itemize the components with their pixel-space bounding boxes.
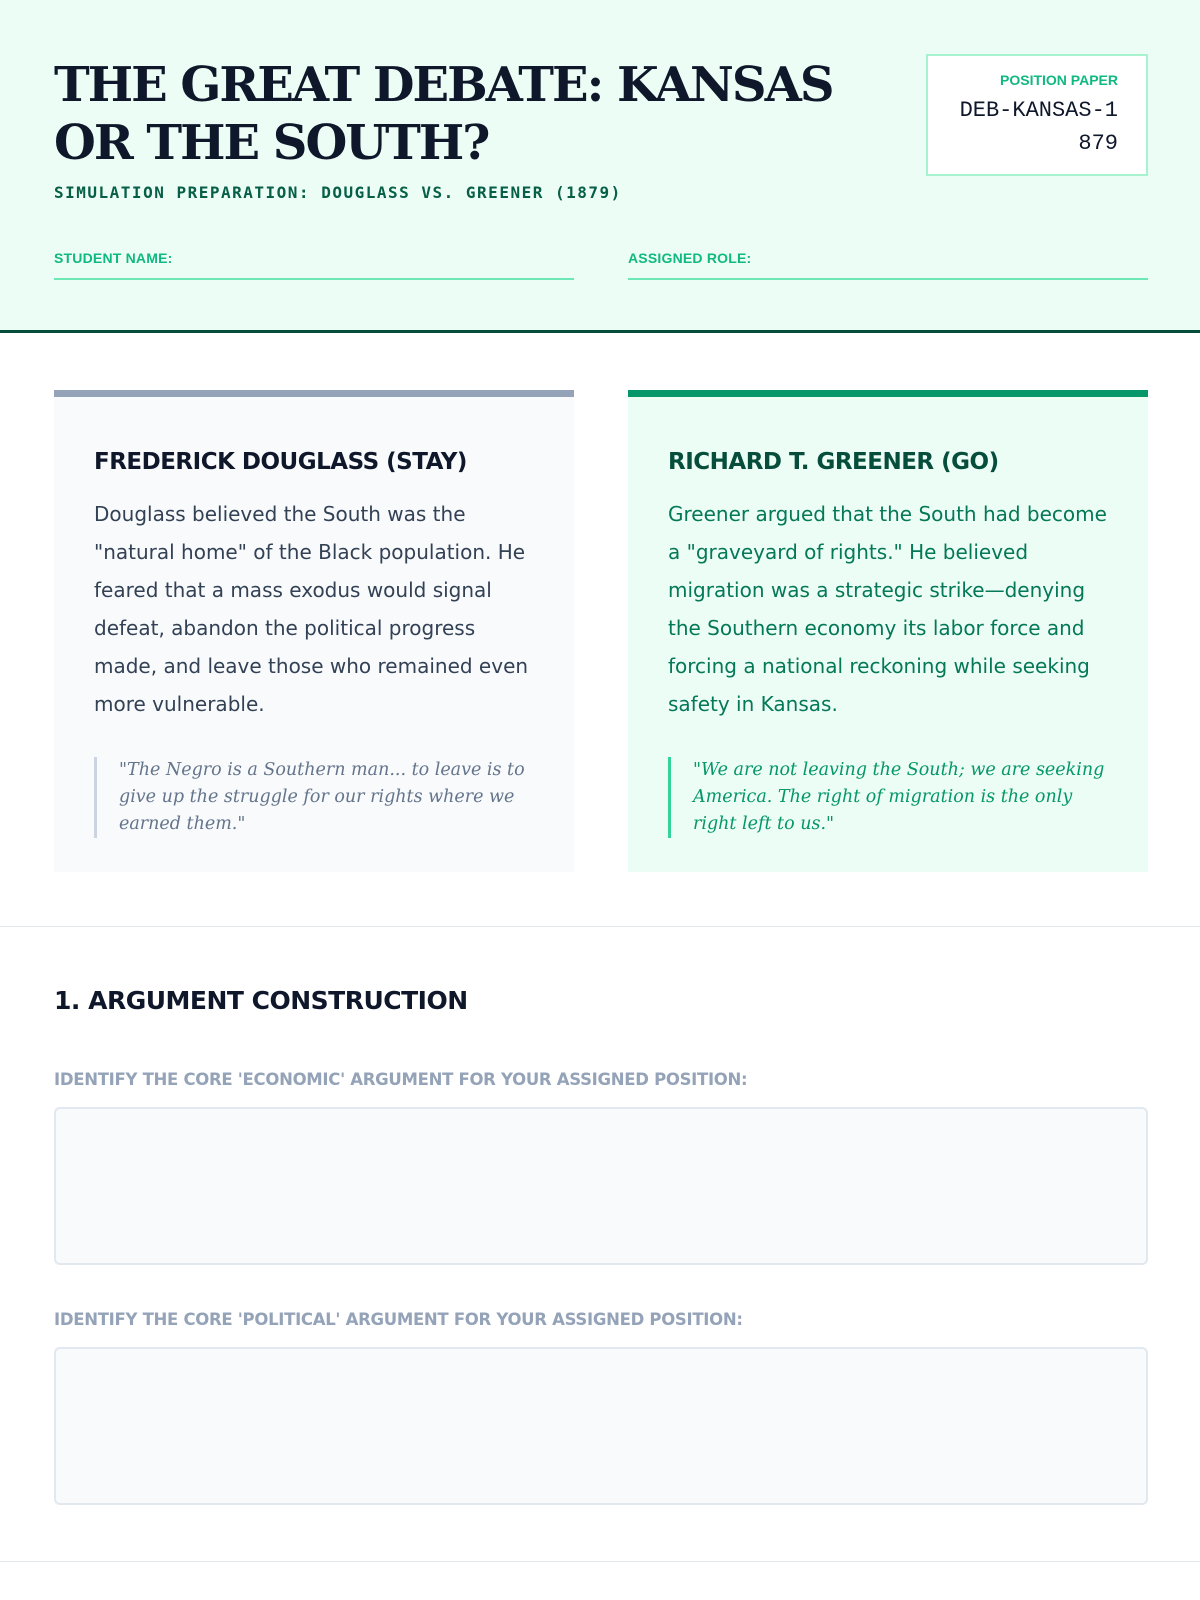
greener-position-card bbox=[628, 390, 1148, 872]
section-divider bbox=[0, 926, 1200, 927]
student-name-field[interactable] bbox=[54, 250, 574, 280]
douglass-card-title: FREDERICK DOUGLASS (STAY) bbox=[94, 449, 467, 475]
greener-card-body: Greener argued that the South had become a "graveyard of rights." He believed migration was a strategic strike—denying the Southern economy its labor force and forcing a national reckoning while seeking safety in Kansas. bbox=[668, 502, 1107, 716]
page-subtitle: SIMULATION PREPARATION: DOUGLASS VS. GREENER (1879) bbox=[54, 183, 622, 202]
document-id-box bbox=[926, 54, 1148, 176]
economic-argument-answer-box[interactable] bbox=[54, 1107, 1148, 1265]
greener-quote: "We are not leaving the South; we are seeking America. The right of migration is the only right left to us." bbox=[668, 757, 1108, 838]
douglass-card-body: Douglass believed the South was the "natural home" of the Black population. He feared that a mass exodus would signal defeat, abandon the political progress made, and leave those who remained even more vulnerable. bbox=[94, 502, 529, 716]
douglass-quote: "The Negro is a Southern man... to leave is to give up the struggle for our rights where we earned them." bbox=[94, 757, 534, 838]
document-header bbox=[0, 0, 1200, 333]
document-code: DEB-KANSAS-1879 bbox=[959, 98, 1118, 156]
assigned-role-field[interactable] bbox=[628, 250, 1148, 280]
section-divider bbox=[0, 1561, 1200, 1562]
student-name-label: STUDENT NAME: bbox=[54, 250, 173, 266]
douglass-position-card bbox=[54, 390, 574, 872]
page-title: THE GREAT DEBATE: KANSAS OR THE SOUTH? bbox=[54, 57, 833, 171]
section-title-argument-construction: 1. ARGUMENT CONSTRUCTION bbox=[54, 986, 468, 1015]
greener-card-title: RICHARD T. GREENER (GO) bbox=[668, 449, 999, 475]
economic-argument-prompt: IDENTIFY THE CORE 'ECONOMIC' ARGUMENT FOR YOUR ASSIGNED POSITION: bbox=[54, 1070, 748, 1089]
political-argument-answer-box[interactable] bbox=[54, 1347, 1148, 1505]
document-type-label: POSITION PAPER bbox=[1000, 72, 1118, 88]
assigned-role-label: ASSIGNED ROLE: bbox=[628, 250, 752, 266]
political-argument-prompt: IDENTIFY THE CORE 'POLITICAL' ARGUMENT FOR YOUR ASSIGNED POSITION: bbox=[54, 1310, 743, 1329]
